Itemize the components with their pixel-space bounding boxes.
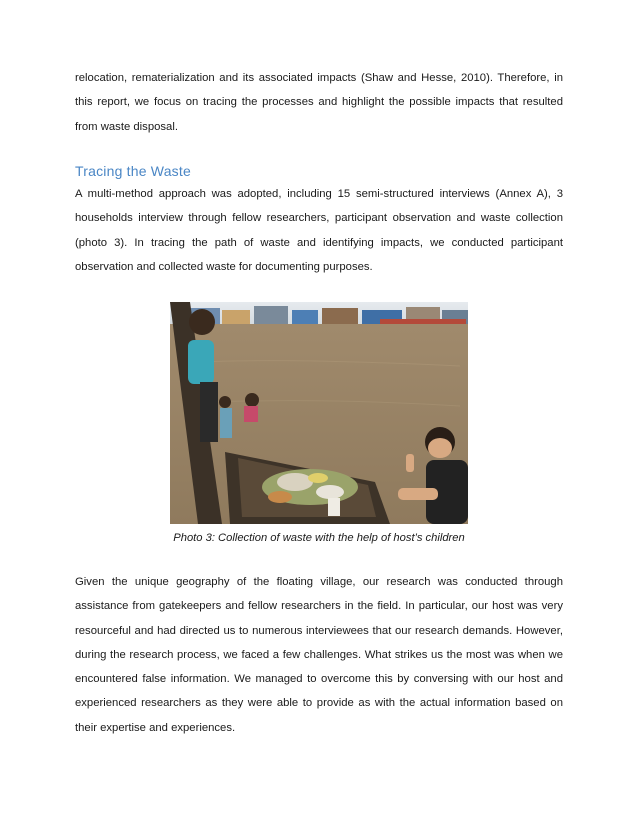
method-block: [75, 182, 563, 279]
intro-block: [75, 66, 563, 139]
intro-paragraph: relocation, rematerialization and its associated impacts (Shaw and Hesse, 2010). Therefore, in this report, we focus on tracing the processes and highlight the possible impacts that resulted from waste disposal.: [75, 72, 563, 133]
challenges-block: [75, 570, 563, 740]
photo-caption: Photo 3: Collection of waste with the help of host’s children: [173, 532, 465, 544]
section-heading: Tracing the Waste: [75, 163, 191, 179]
section-heading-block: [75, 163, 563, 179]
method-paragraph: A multi-method approach was adopted, including 15 semi-structured interviews (Annex A), 3 households interview through fellow researchers, participant observation and waste collection (photo 3). In tracing the path of waste and identifying impacts, we conducted participant observation and collected waste for documenting purposes.: [75, 188, 563, 273]
challenges-paragraph: Given the unique geography of the floating village, our research was conducted through assistance from gatekeepers and fellow researchers in the field. In particular, our host was very resourceful and had directed us to numerous interviewees that our research demands. However, during the research process, we faced a few challenges. What strikes us the most was when we encountered false information. We managed to overcome this by conversing with our host and experienced researchers as they were able to provide as with the actual information based on their expertise and experiences.: [75, 576, 563, 734]
waste-collection-photo: [170, 302, 468, 524]
